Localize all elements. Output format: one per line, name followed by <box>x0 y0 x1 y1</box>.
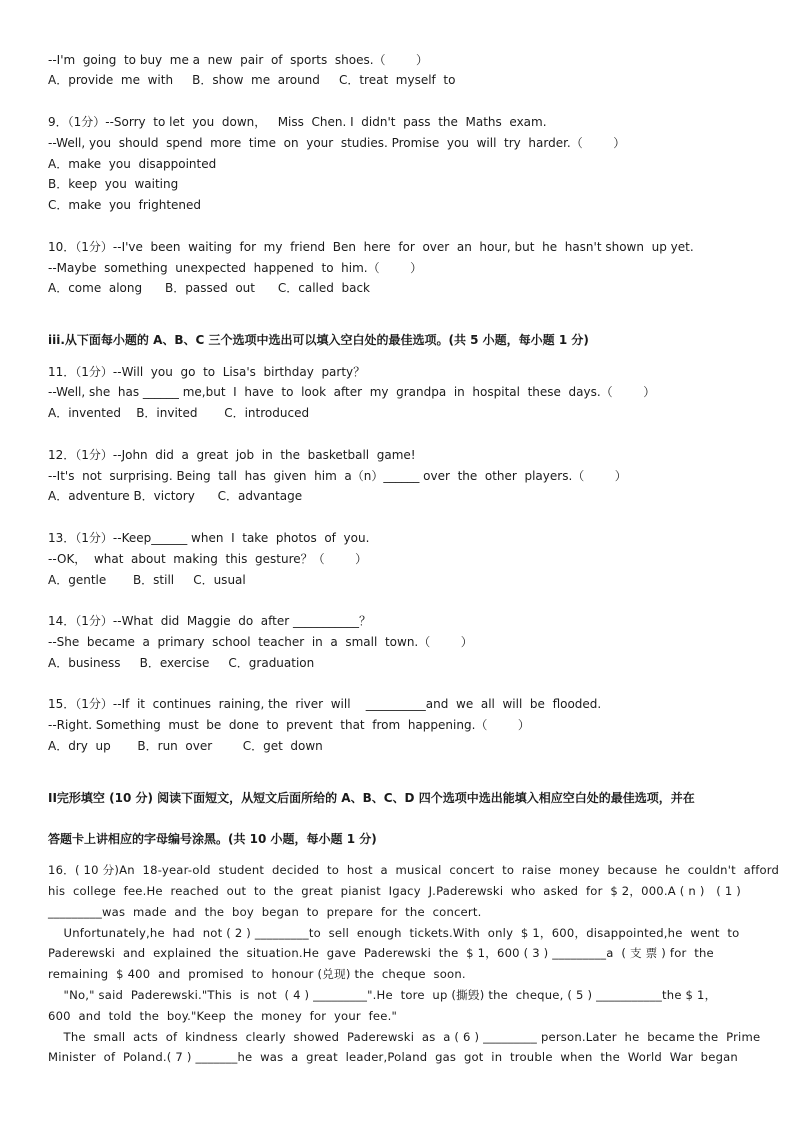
section-ii-heading-2: 答题卡上讲相应的字母编号涂黑。(共 10 小题，每小题 1 分) <box>48 832 377 846</box>
q15-line: 15．（1分）--If it continues raining, the river will __________and we all will be flooded. <box>48 697 602 711</box>
q14-line2: --She became a primary school teacher in a small town.（ ） <box>48 635 473 649</box>
q12-line2: --It's not surprising. Being tall has given him a（n）______ over the other players.（ ） <box>48 469 627 483</box>
passage-line: Minister of Poland.( 7 ) _______he was a great leader,Poland gas got in trouble when the World War began <box>48 1050 738 1064</box>
q13-line2: --OK， what about making this gesture？（ ） <box>48 552 368 566</box>
passage-line: 600 and told the boy."Keep the money for your fee." <box>48 1009 397 1023</box>
q9-option-c: C．make you frightened <box>48 198 202 212</box>
q8-options: A．provide me with B．show me around C．treat myself to <box>48 73 456 87</box>
q12-line: 12．（1分）--John did a great job in the basketball game! <box>48 448 416 462</box>
passage-line: remaining $ 400 and promised to honour (兑现) the cheque soon. <box>48 967 466 981</box>
section-ii-heading: II完形填空 (10 分) 阅读下面短文，从短文后面所给的 A、B、C、D 四个选项中选出能填入相应空白处的最佳选项，并在 <box>48 791 695 805</box>
passage-line: his college fee.He reached out to the great pianist Igacy J.Paderewski who asked for $ 2，000.A ( n ) ( 1 ) <box>48 884 741 898</box>
passage-line: Unfortunately,he had not ( 2 ) _________to sell enough tickets.With only $ 1，600，disappointed,he went to <box>48 926 740 940</box>
q14-line: 14．（1分）--What did Maggie do after ___________？ <box>48 614 371 628</box>
q10-options: A．come along B．passed out C．called back <box>48 281 371 295</box>
q9-option-b: B．keep you waiting <box>48 177 179 191</box>
q15-line2: --Right. Something must be done to prevent that from happening.（ ） <box>48 718 530 732</box>
q13-line: 13．（1分）--Keep______ when I take photos of you. <box>48 531 370 545</box>
passage-line: 16．( 10 分)An 18-year-old student decided to host a musical concert to raise money because he couldn't afford <box>48 863 780 877</box>
q9-option-a: A．make you disappointed <box>48 157 217 171</box>
q10-line: 10．（1分）--I've been waiting for my friend Ben here for over an hour, but he hasn't shown up yet. <box>48 240 694 254</box>
q12-options: A．adventure B．victory C．advantage <box>48 489 303 503</box>
passage-line: The small acts of kindness clearly showed Paderewski as a ( 6 ) _________ person.Later he became the Prime <box>48 1030 761 1044</box>
passage-line: Paderewski and explained the situation.He gave Paderewski the $ 1，600 ( 3 ) _________a ( 支 票 ) for the <box>48 946 714 960</box>
q11-line2: --Well, she has ______ me,but I have to look after my grandpa in hospital these days.（ ） <box>48 385 656 399</box>
q10-line2: --Maybe something unexpected happened to him.（ ） <box>48 261 423 275</box>
q14-options: A．business B．exercise C．graduation <box>48 656 315 670</box>
section-iii-heading: iii.从下面每小题的 A、B、C 三个选项中选出可以填入空白处的最佳选项。(共 5 小题，每小题 1 分) <box>48 333 589 347</box>
q8-line: --I'm going to buy me a new pair of sports shoes.（ ） <box>48 53 429 67</box>
q9-line: 9．（1分）--Sorry to let you down， Miss Chen. I didn't pass the Maths exam. <box>48 115 547 129</box>
q11-line: 11．（1分）--Will you go to Lisa's birthday party？ <box>48 365 366 379</box>
q11-options: A．invented B．invited C．introduced <box>48 406 310 420</box>
passage-line: _________was made and the boy began to prepare for the concert. <box>48 905 482 919</box>
passage-line: "No," said Paderewski."This is not ( 4 ) _________".He tore up (撕毁) the cheque, ( 5 ) ___________the $ 1， <box>48 988 717 1002</box>
q9-line2: --Well, you should spend more time on your studies. Promise you will try harder.（ ） <box>48 136 626 150</box>
q13-options: A．gentle B．still C．usual <box>48 573 246 587</box>
q15-options: A．dry up B．run over C．get down <box>48 739 323 753</box>
